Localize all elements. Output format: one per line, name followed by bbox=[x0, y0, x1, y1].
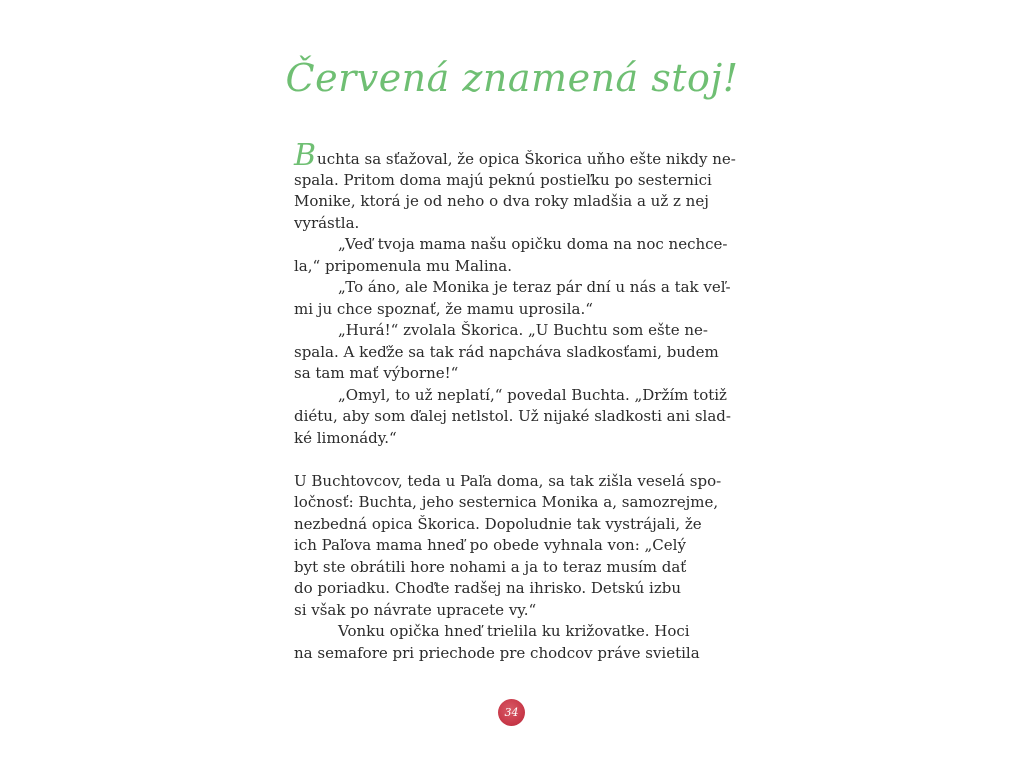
text-line: si však po návrate upracete vy.“ bbox=[294, 600, 537, 619]
drop-cap: B bbox=[294, 138, 317, 173]
page-number-badge bbox=[498, 699, 525, 726]
text-line: spala. A keďže sa tak rád napcháva sladkosťami, budem bbox=[294, 342, 719, 361]
text-line: sa tam mať výborne!“ bbox=[294, 364, 459, 382]
text-line-content: uchta sa sťažoval, že opica Škorica uňho ešte nikdy ne- bbox=[317, 150, 736, 168]
text-line: spala. Pritom doma majú peknú postieľku po sesternici bbox=[294, 170, 712, 189]
text-line: „Veď tvoja mama našu opičku doma na noc nechce- bbox=[338, 235, 728, 253]
page-number: 34 bbox=[504, 706, 519, 719]
text-line: „Hurá!“ zvolala Škorica. „U Buchtu som ešte ne- bbox=[338, 321, 708, 339]
text-line: byt ste obrátili hore nohami a ja to teraz musím dať bbox=[294, 557, 687, 576]
text-line: la,“ pripomenula mu Malina. bbox=[294, 256, 512, 275]
text-line: mi ju chce spoznať, že mamu uprosila.“ bbox=[294, 299, 593, 318]
text-line: „To áno, ale Monika je teraz pár dní u nás a tak veľ- bbox=[338, 278, 731, 296]
text-line: ké limonády.“ bbox=[294, 428, 397, 447]
text-line: ločnosť: Buchta, jeho sesternica Monika a, samozrejme, bbox=[294, 493, 719, 511]
text-line: do poriadku. Choďte radšej na ihrisko. Detskú izbu bbox=[294, 579, 681, 597]
text-line: diétu, aby som ďalej netlstol. Už nijaké sladkosti ani slad- bbox=[294, 407, 731, 425]
body-text bbox=[294, 138, 736, 664]
text-line: „Omyl, to už neplatí,“ povedal Buchta. „Držím totiž bbox=[338, 385, 727, 404]
text-line: na semafore pri priechode pre chodcov práve svietila bbox=[294, 643, 700, 662]
text-line: Vonku opička hneď trielila ku križovatke. Hoci bbox=[338, 622, 690, 640]
text-line: vyrástla. bbox=[294, 213, 360, 232]
text-line: U Buchtovcov, teda u Paľa doma, sa tak zišla veselá spo- bbox=[294, 471, 722, 490]
text-line: nezbedná opica Škorica. Dopoludnie tak vystrájali, že bbox=[294, 514, 702, 533]
paragraph-gap bbox=[294, 449, 734, 471]
text-line: Monike, ktorá je od neho o dva roky mladšia a už z nej bbox=[294, 192, 709, 210]
text-line: ich Paľova mama hneď po obede vyhnala von: „Celý bbox=[294, 536, 686, 554]
chapter-title: Červená znamená stoj! bbox=[285, 56, 739, 100]
text-line bbox=[294, 138, 736, 173]
